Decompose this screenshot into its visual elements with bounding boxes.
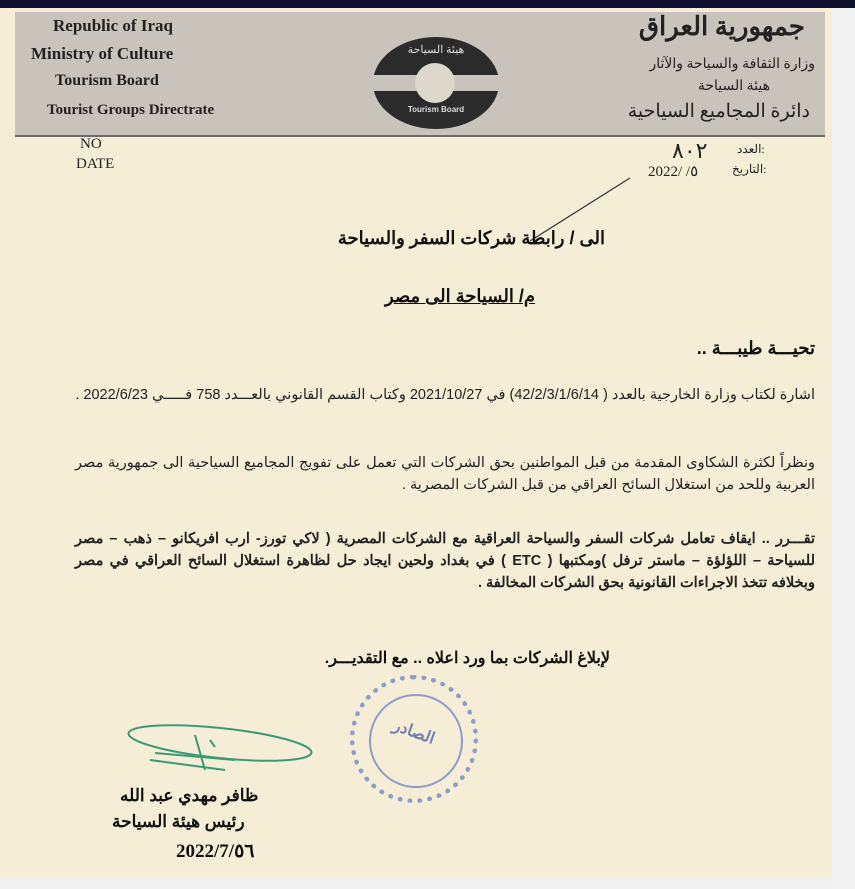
signature [125,715,325,785]
header-en-country: Republic of Iraq [53,16,173,35]
signatory-name: ظافر مهدي عبد الله [120,786,259,805]
tourism-board-logo: هيئة السياحة Tourism Board [373,37,499,129]
iraq-map-icon [415,63,455,103]
no-label: NO [80,136,102,152]
header-ar-directorate: دائرة المجاميع السياحية [627,101,810,122]
document-number: ٨٠٢ [672,138,708,163]
paragraph-decision: تقـــرر .. ايقاف تعامل شركات السفر والسياحة العراقية مع الشركات المصرية ( لاكي تورز- ارب افريكانو – ذهب – مصر للسياحة – اللؤلؤة – ماستر ترفل )ومكتبها ( ETC ) في بغداد ولحين ايجاد حل لظاهرة استغلال السائح العراقي في مصر وبخلافه تتخذ الاجراءات القانونية بحق الشركات المخالفة . [75,531,815,591]
header-ar-country: جمهورية العراق [638,12,805,41]
paragraph-reason: ونظراً لكثرة الشكاوى المقدمة من قبل المواطنين بحق الشركات التي تعمل على تفويج المجاميع السياحية الى جمهورية مصر العربية وللحد من استغلال السائح العراقي من قبل الشركات المصرية . [75,455,815,493]
header-en-board: Tourism Board [55,72,159,89]
letterhead [15,12,825,137]
header-ar-board: هيئة السياحة [697,79,770,94]
signatory-title: رئيس هيئة السياحة [112,812,245,831]
header-en-ministry: Ministry of Culture [31,44,174,63]
subject: م/ السياحة الى مصر [384,286,535,306]
date-label-ar: التاريخ: [732,162,767,176]
paragraph-reference: اشارة لكتاب وزارة الخارجية بالعدد ( 42/2/3/1/6/14) في 2021/10/27 وكتاب القسم القانوني بالعـــدد 758 فـــــي 2022/6/23 . [75,387,815,403]
date-label: DATE [76,156,115,172]
header-ar-ministry: وزارة الثقافة والسياحة والآثار [649,57,815,72]
official-stamp: الصادر [350,675,478,803]
scroll-margin [832,8,855,889]
top-bar [0,0,855,8]
no-label-ar: العدد: [737,142,765,156]
closing: لإبلاغ الشركات بما ورد اعلاه .. مع التقديـــر. [324,650,610,667]
bottom-margin [0,878,832,889]
document-date: 2022/ /٥ [648,164,699,180]
greeting: تحيـــة طيبـــة .. [696,338,815,358]
header-en-directorate: Tourist Groups Directrate [47,102,215,118]
addressee: الى / رابطة شركات السفر والسياحة [337,228,605,248]
signature-date: 2022/7/٥٦ [176,841,255,862]
